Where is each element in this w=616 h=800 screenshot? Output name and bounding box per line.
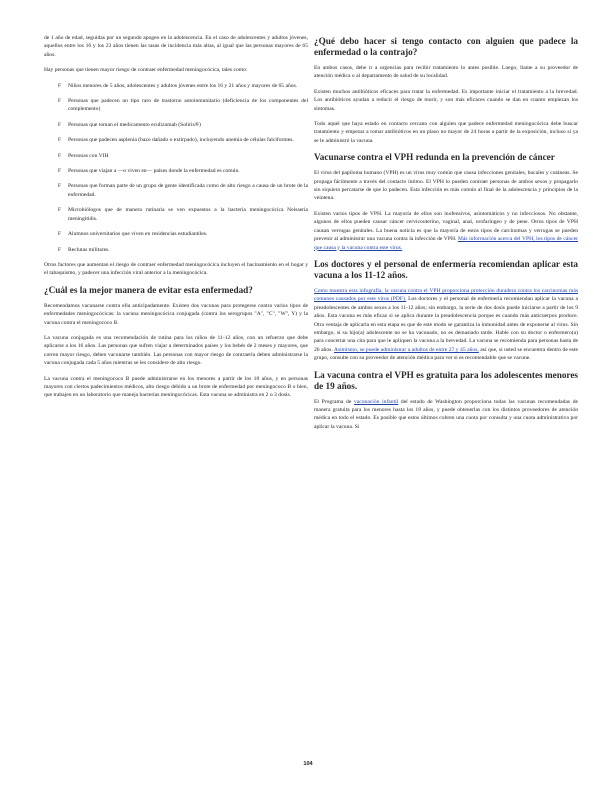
doctors-paragraph: [314, 287, 578, 363]
contact-heading: ¿Qué debo hacer si tengo contacto con alguien que padece la enfermedad o la contrajo?: [314, 36, 578, 57]
vph-paragraph-2: [314, 210, 578, 252]
prevention-paragraph-3: La vacuna contra el meningococo B puede administrarse en los menores a partir de los 10 años, y en personas mayores con ciertos padecimientos médicos, alto riesgo debido a un brote de enfermedad por meningococo B o bien, que trabajen en un laboratorio que maneja bacterias meningocócicas. Esta vacuna se administra en 2 o 3 dosis.: [44, 375, 308, 399]
free-vaccine-text-b: del estado de Washington proporciona todas las vacunas recomendadas de manera gratuita para los menores hasta los 18 años, y puede obtenerlas con los distintos proveedores de atención médica en todo el estado. Es posible que estos últimos cobren una cuota por consulta y una cuota administrativa por aplicar la vacuna. Si: [314, 398, 578, 430]
vph-heading: Vacunarse contra el VPH redunda en la prevención de cáncer: [314, 152, 555, 163]
risk-list-item: [44, 121, 308, 129]
infographic-link[interactable]: Como muestra esta infografía, la vacuna contra el VPH proporciona protección duradera contra los carcinomas más comunes causados por este virus (PDF).: [314, 287, 578, 303]
doctors-paragraph-text: Los doctores y el personal de enfermería recomiendan aplicar la vacuna a preadolescentes de ambos sexos a los 11-12 años; sin embargo, la serie de dos dosis puede iniciarse a partir de los 9 años. Esta vacuna es más eficaz si se aplica durante la preadolescencia porque es cuando más anticuerpos produce. Otra ventaja de aplicarla en esta etapa es que de este modo se garantiza la inmunidad antes de exponerse al virus. Sin embargo, si su hijo(a) adolescente no se ha vacunado, no es demasiado tarde. Hable con su doctor o enfermero(a) para concertar una cita para que le apliquen la vacuna a la brevedad. La vacuna se recomienda para personas hasta de 26 años.: [314, 296, 578, 353]
risk-list-item-text: Personas que toman el medicamento eculizumab (Soliris®): [68, 121, 201, 128]
risk-list-item-text: Personas con VIH: [68, 152, 109, 159]
bullet-marker: F: [58, 152, 61, 159]
risk-list-item-text: Personas que viajan a —o viven en— países donde la enfermedad es común.: [68, 168, 240, 175]
risk-list-item: [44, 82, 308, 90]
risk-list-item-text: Niños menores de 5 años, adolescentes y adultos jóvenes entre los 16 y 21 años y mayores de 65 años.: [68, 82, 298, 89]
risk-list-item-text: Reclutas militares.: [68, 246, 110, 253]
risk-list-item-text: Personas que forman parte de un grupo de gente identificada como de alto riesgo a causa de un brote de la enfermedad.: [68, 183, 308, 198]
bullet-marker: F: [58, 137, 61, 144]
risk-list-item: [44, 230, 308, 238]
risk-list-item: [44, 152, 308, 160]
free-vaccine-heading: La vacuna contra el VPH es gratuita para los adolescentes menores de 19 años.: [314, 369, 578, 391]
other-factors-paragraph: Otros factores que aumentan el riesgo de contraer enfermedad meningocócica incluyen el hacinamiento en el hogar y el tabaquismo, y padecer una infección viral anterior a la meningocócica.: [44, 261, 308, 277]
doctors-paragraph-text-2: así que, si usted se encuentra dentro de este grupo, consulte con su proveedor de atención médica para ver si es recomendable que se vacune.: [314, 346, 578, 362]
intro-paragraph: de 1 año de edad, seguidas por un segundo apogeo en la adolescencia. En el caso de adolescentes y adultos jóvenes, aquellos entre los 16 y los 23 años tienen las tasas de incidencia más altas, al igual que las personas mayores de 65 años.: [44, 35, 308, 58]
adults-link[interactable]: Asimismo, se puede administrar a adultos de entre 27 y 45 años,: [333, 346, 479, 353]
risk-list-item: [44, 136, 308, 144]
free-vaccine-text-a: El Programa de: [314, 398, 352, 405]
prevention-paragraph-1: Recomendamos vacunarse contra ella anticipadamente. Existen dos vacunas para protegerse contra varios tipos de enfermedades meningocócicas: la vacuna meningocócica conjugada (contra los serogrupos "A", "C", "W", Y) y la vacuna contra el meningococo B.: [44, 302, 308, 326]
bullet-marker: F: [58, 82, 61, 89]
doctors-heading: Los doctores y el personal de enfermería recomiendan aplicar esta vacuna a los 11-12 años.: [314, 258, 578, 280]
risk-list-item: [44, 97, 308, 114]
prevention-paragraph-2: La vacuna conjugada es una recomendación de rutina para los niños de 11-12 años, con un refuerzo que debe aplicarse a los 16 años. Las personas que sufren viajar a determinados países y los bebés de 2 meses y mayores, que corren mayor riesgo, deben vacunarse también. Las personas con mayor riesgo de contraerla deben administrarse la vacuna conjugada cada 5 años mientras se les considere de alto riesgo.: [44, 334, 308, 367]
left-column: [44, 34, 308, 407]
risk-list: [44, 82, 308, 254]
risk-list-item: [44, 206, 308, 223]
risk-list-item: [44, 167, 308, 175]
vph-paragraph-1: El virus del papiloma humano (VPH) es un virus muy común que causa infecciones genitales, bucales y cutáneas. Se propaga fácilmente a través del contacto íntimo. El VPH lo pueden contraer personas de ambos sexos y propagarlo sin siquiera percatarse de que lo padecen. Esta infección es más común al final de la adolescencia y principios de la veintena.: [314, 170, 578, 202]
bullet-marker: F: [58, 168, 61, 175]
contact-paragraph-2: Existen muchos antibióticos eficaces para tratar la enfermedad. Es importante iniciar el tratamiento a la brevedad. Los antibióticos ayudan a reducir el riesgo de morir, y son más eficaces cuando se dan en cuanto empiezan los síntomas.: [314, 88, 578, 112]
vph-more-info-link[interactable]: Más información acerca del VPH, los tipos de cáncer que causa y la vacuna contra este virus.: [314, 236, 578, 251]
bullet-marker: F: [58, 98, 61, 105]
bullet-marker: F: [58, 183, 61, 190]
prevention-heading: ¿Cuál es la mejor manera de evitar esta enfermedad?: [44, 284, 253, 295]
bullet-marker: F: [58, 207, 61, 214]
childhood-vaccine-link[interactable]: vacunación infantil: [353, 398, 399, 405]
risk-list-item: [44, 246, 308, 254]
bullet-marker: F: [58, 121, 61, 128]
risk-list-item: [44, 182, 308, 199]
risk-list-item-text: Microbiólogos que de manera rutinaria se ven expuestos a la bacteria meningocócica Neisseria meningitidis.: [68, 207, 308, 222]
right-column: [314, 34, 578, 438]
bullet-marker: F: [58, 231, 61, 238]
free-vaccine-paragraph: [314, 398, 578, 432]
contact-paragraph-3: Todo aquel que haya estado en contacto cercano con alguien que padece enfermedad meningocócica debe buscar tratamiento y empezar a tomar antibióticos en un plazo no mayor de 24 horas a partir de la exposición, incluso si ya se le administró la vacuna.: [314, 121, 578, 144]
risk-list-item-text: Personas que padecen asplenia (bazo dañado o extirpado), incluyendo anemia de células falciformes.: [68, 137, 294, 144]
page-number: 104: [303, 761, 313, 767]
bullet-marker: F: [58, 246, 61, 253]
risk-lead-paragraph: Hay personas que tienen mayor riesgo de contraer enfermedad meningocócica, tales como:: [44, 67, 248, 74]
vph-paragraph-2-text: Existen varios tipos de VPH. La mayoría de ellos son inofensivos, asintomáticos y no infecciosos. No obstante, algunos de ellos pueden causar cáncer cervicouterino, vaginal, anal, orofaríngeo y de pene. Otros tipos de VPH causan verrugas genitales. La buena noticia es que la mayoría de estos tipos de carcinomas y verrugas se pueden prevenir al administrar una vacuna contra la infección de VPH.: [314, 210, 578, 243]
risk-list-item-text: Personas que padecen un tipo raro de trastorno autoinmunitario (deficiencia de los componentes del complemento): [68, 98, 308, 113]
contact-paragraph-1: En ambos casos, debe ir a urgencias para recibir tratamiento lo antes posible. Luego, llame a su proveedor de atención médica o al departamento de salud de su localidad.: [314, 65, 578, 80]
risk-list-item-text: Alumnos universitarios que viven en residencias estudiantiles.: [68, 231, 208, 238]
